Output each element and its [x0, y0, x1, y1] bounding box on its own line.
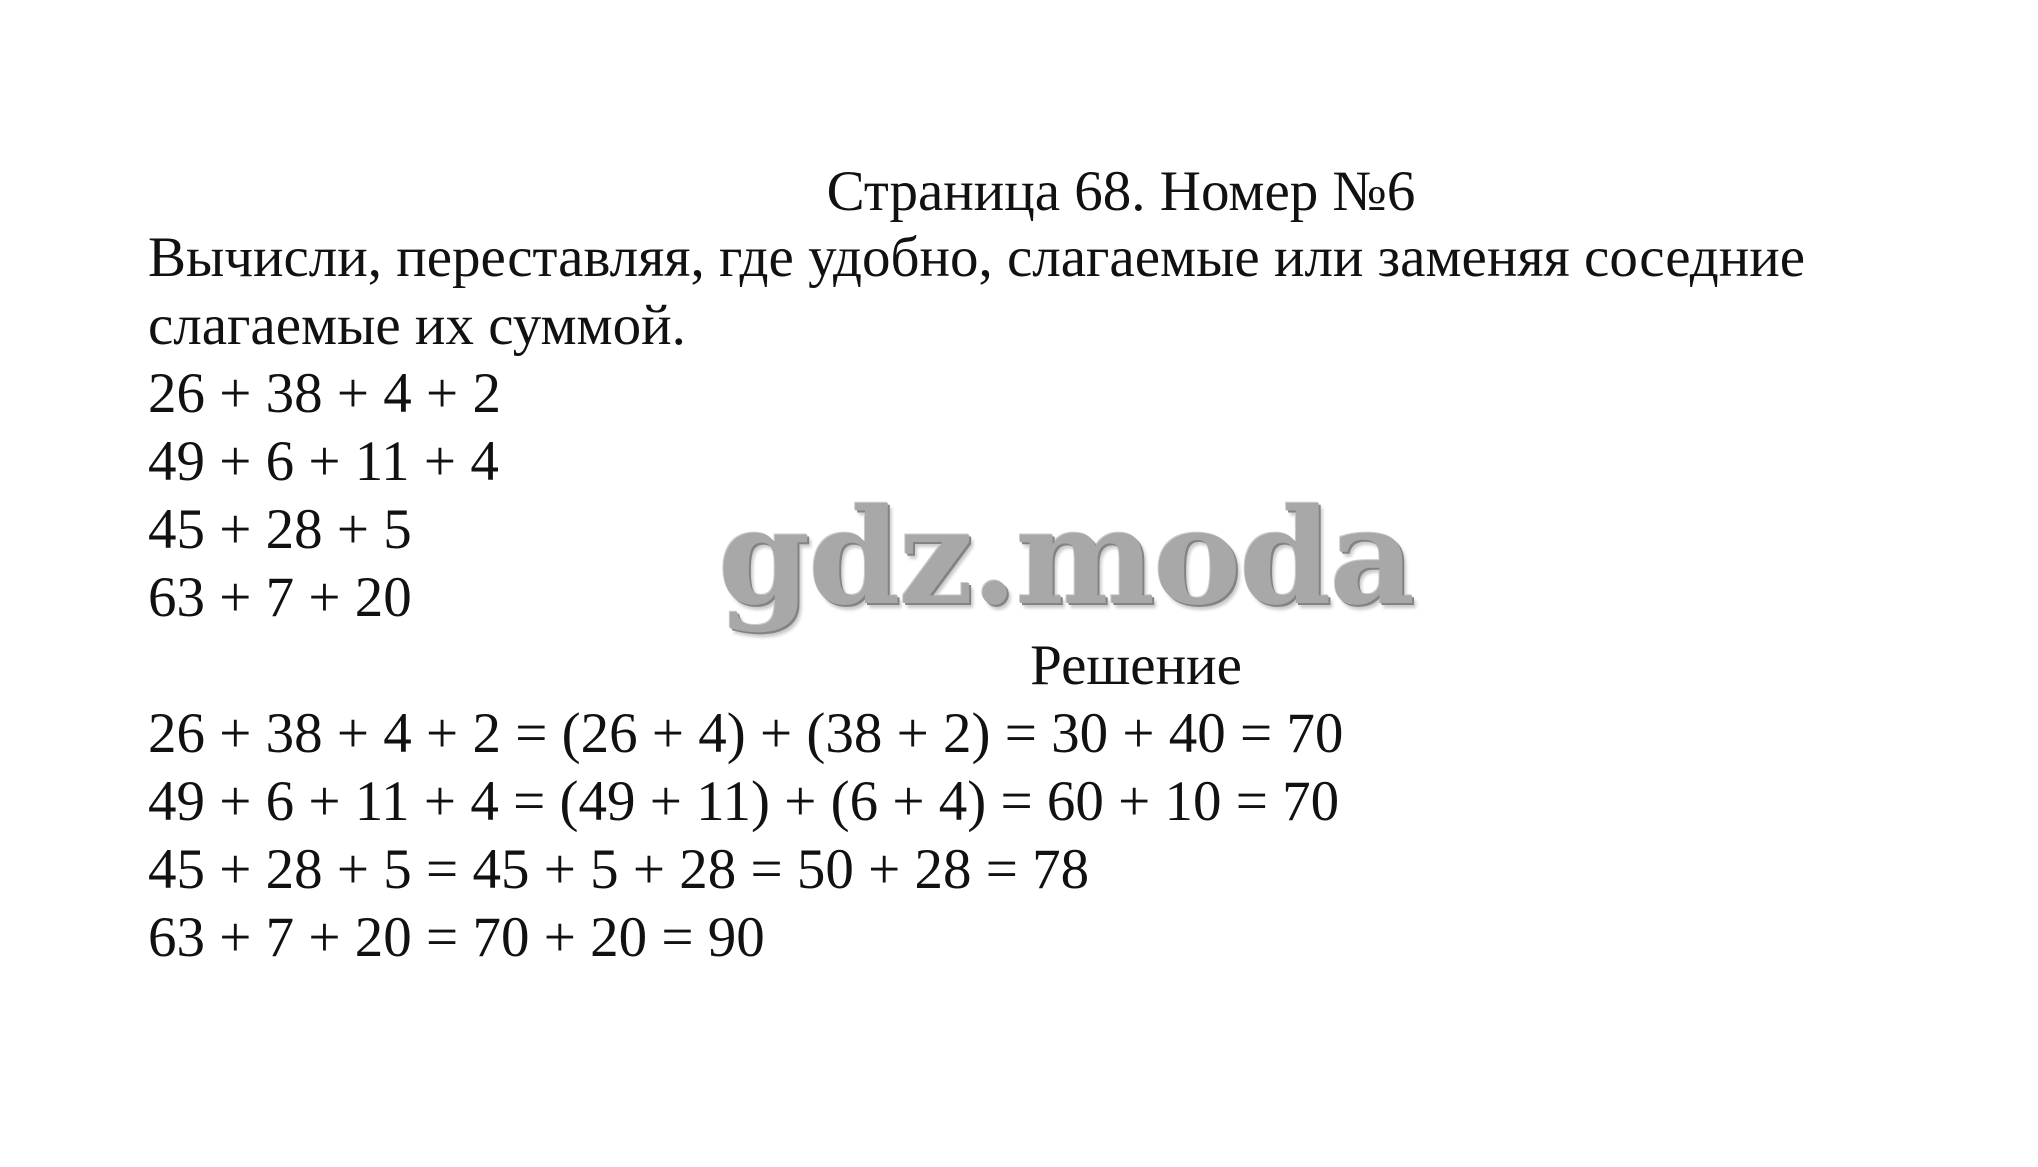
watermark-logo: gdz.moda [718, 480, 1414, 635]
task-instruction-line-1: Вычисли, переставляя, где удобно, слагаемые или заменяя соседние [148, 226, 1806, 289]
solution-line: 49 + 6 + 11 + 4 = (49 + 11) + (6 + 4) = 60 + 10 = 70 [148, 770, 1340, 833]
solution-heading: Решение [1030, 634, 1242, 697]
solution-line: 45 + 28 + 5 = 45 + 5 + 28 = 50 + 28 = 78 [148, 838, 1090, 901]
task-expression: 49 + 6 + 11 + 4 [148, 430, 499, 493]
task-expression: 63 + 7 + 20 [148, 566, 412, 629]
task-expression: 45 + 28 + 5 [148, 498, 412, 561]
task-instruction-line-2: слагаемые их суммой. [148, 294, 686, 357]
page-title: Страница 68. Номер №6 [826, 160, 1416, 223]
task-expression: 26 + 38 + 4 + 2 [148, 362, 501, 425]
solution-line: 26 + 38 + 4 + 2 = (26 + 4) + (38 + 2) = 30 + 40 = 70 [148, 702, 1344, 765]
solution-line: 63 + 7 + 20 = 70 + 20 = 90 [148, 906, 765, 969]
